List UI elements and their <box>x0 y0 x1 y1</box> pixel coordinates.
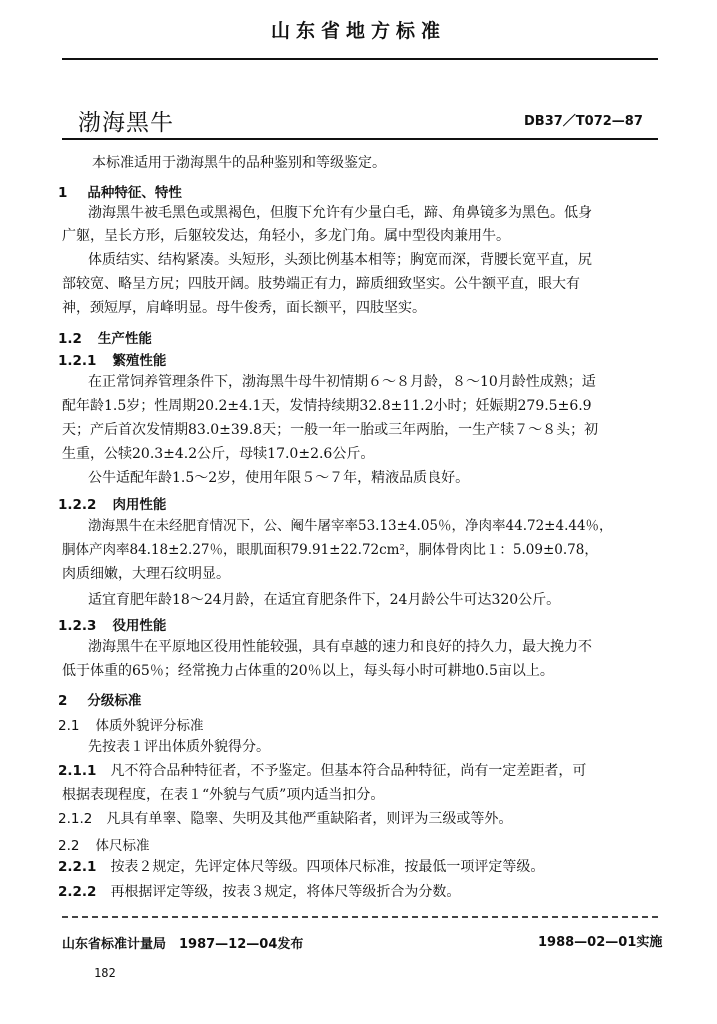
footer-rule <box>62 916 658 918</box>
page-number: 182 <box>94 966 116 980</box>
section-number: 1.2.2 <box>58 497 97 513</box>
clause-2-2-1 <box>58 857 544 877</box>
clause-number: 2.1.2 <box>58 811 93 827</box>
paragraph-line: 生重，公犊20.3±4.2公斤，母犊17.0±2.6公斤。 <box>62 446 375 462</box>
paragraph-line: 根据表现程度，在表１“外貌与气质”项内适当扣分。 <box>62 787 385 803</box>
effective-date: 1988—02—01实施 <box>538 935 663 950</box>
section-number: 1.2.3 <box>58 618 97 634</box>
scope-statement: 本标准适用于渤海黑牛的品种鉴别和等级鉴定。 <box>92 155 386 171</box>
issuer-and-issue-date: 山东省标准计量局 1987—12—04发布 <box>62 937 304 952</box>
paragraph-line: 胴体产肉率84.18±2.27％，眼肌面积79.91±22.72cm²，胴体骨肉比１：5.09±0.78， <box>62 542 598 558</box>
paragraph-line: 适宜育肥年龄18～24月龄，在适宜育肥条件下，24月龄公牛可达320公斤。 <box>88 592 561 608</box>
section-1-heading <box>58 181 182 201</box>
clause-2-1-2 <box>58 809 512 829</box>
section-title: 肉用性能 <box>112 497 167 513</box>
section-number: 2 <box>58 693 68 709</box>
section-number: 2.2 <box>58 838 80 854</box>
paragraph-line: 配年龄1.5岁；性周期20.2±4.1天，发情持续期32.8±11.2小时；妊娠期279.5±6.9 <box>62 398 592 414</box>
section-2-1-heading <box>58 714 203 734</box>
standard-name: 渤海黑牛 <box>78 110 174 136</box>
paragraph-line: 先按表１评出体质外貌得分。 <box>88 739 270 755</box>
paragraph-line: 渤海黑牛在平原地区役用性能较强，具有卓越的速力和良好的持久力，最大挽力不 <box>88 639 592 655</box>
standard-code: DB37／T072—87 <box>524 114 643 129</box>
title-rule <box>62 138 658 140</box>
section-1-2-2-heading <box>58 493 166 513</box>
clause-2-1-1 <box>58 761 586 781</box>
paragraph-line: 在正常饲养管理条件下，渤海黑牛母牛初情期６～８月龄，８～10月龄性成熟；适 <box>88 374 596 390</box>
section-title: 品种特征、特性 <box>87 185 182 201</box>
clause-number: 2.2.1 <box>58 859 97 875</box>
section-1-2-3-heading <box>58 614 166 634</box>
clause-text: 凡不符合品种特征者，不予鉴定。但基本符合品种特征，尚有一定差距者，可 <box>110 763 587 779</box>
clause-2-2-2 <box>58 882 460 902</box>
section-number: 2.1 <box>58 718 80 734</box>
paragraph-line: 神，颈短厚，肩峰明显。母牛俊秀，面长额平，四肢坚实。 <box>62 300 426 316</box>
standard-category-title: 山东省地方标准 <box>270 20 446 42</box>
section-1-2-heading <box>58 327 152 347</box>
section-2-2-heading <box>58 834 149 854</box>
section-title: 分级标准 <box>87 693 142 709</box>
section-number: 1.2 <box>58 331 82 347</box>
clause-number: 2.1.1 <box>58 763 97 779</box>
section-number: 1.2.1 <box>58 353 97 369</box>
paragraph-line: 渤海黑牛被毛黑色或黑褐色，但腹下允许有少量白毛，蹄、角鼻镜多为黑色。低身 <box>88 205 592 221</box>
clause-number: 2.2.2 <box>58 884 97 900</box>
paragraph-line: 肉质细嫩，大理石纹明显。 <box>62 566 230 582</box>
section-1-2-1-heading <box>58 349 166 369</box>
paragraph-line: 广躯，呈长方形，后躯较发达，角轻小，多龙门角。属中型役肉兼用牛。 <box>62 228 510 244</box>
clause-text: 按表２规定，先评定体尺等级。四项体尺标准，按最低一项评定等级。 <box>110 859 545 875</box>
section-title: 役用性能 <box>112 618 167 634</box>
paragraph-line: 渤海黑牛在未经肥育情况下，公、阉牛屠宰率53.13±4.05％，净肉率44.72±4.44％， <box>88 518 613 534</box>
clause-text: 再根据评定等级，按表３规定，将体尺等级折合为分数。 <box>110 884 461 900</box>
paragraph-line: 公牛适配年龄1.5～2岁，使用年限５～７年，精液品质良好。 <box>88 470 470 486</box>
section-title: 生产性能 <box>97 331 152 347</box>
section-title: 体尺标准 <box>95 838 150 854</box>
section-title: 体质外貌评分标准 <box>95 718 204 734</box>
section-title: 繁殖性能 <box>112 353 167 369</box>
paragraph-line: 天；产后首次发情期83.0±39.8天；一般一年一胎或三年两胎，一生产犊７～８头；初 <box>62 422 599 438</box>
section-2-heading <box>58 689 141 709</box>
clause-text: 凡具有单睾、隐睾、失明及其他严重缺陷者，则评为三级或等外。 <box>106 811 513 827</box>
paragraph-line: 体质结实、结构紧凑。头短形，头颈比例基本相等；胸宽而深，背腰长宽平直，尻 <box>88 252 592 268</box>
header-rule <box>62 58 658 60</box>
section-number: 1 <box>58 185 68 201</box>
paragraph-line: 低于体重的65％；经常挽力占体重的20％以上，每头每小时可耕地0.5亩以上。 <box>62 663 554 679</box>
paragraph-line: 部较宽、略呈方尻；四肢开阔。肢势端正有力，蹄质细致坚实。公牛额平直，眼大有 <box>62 276 580 292</box>
